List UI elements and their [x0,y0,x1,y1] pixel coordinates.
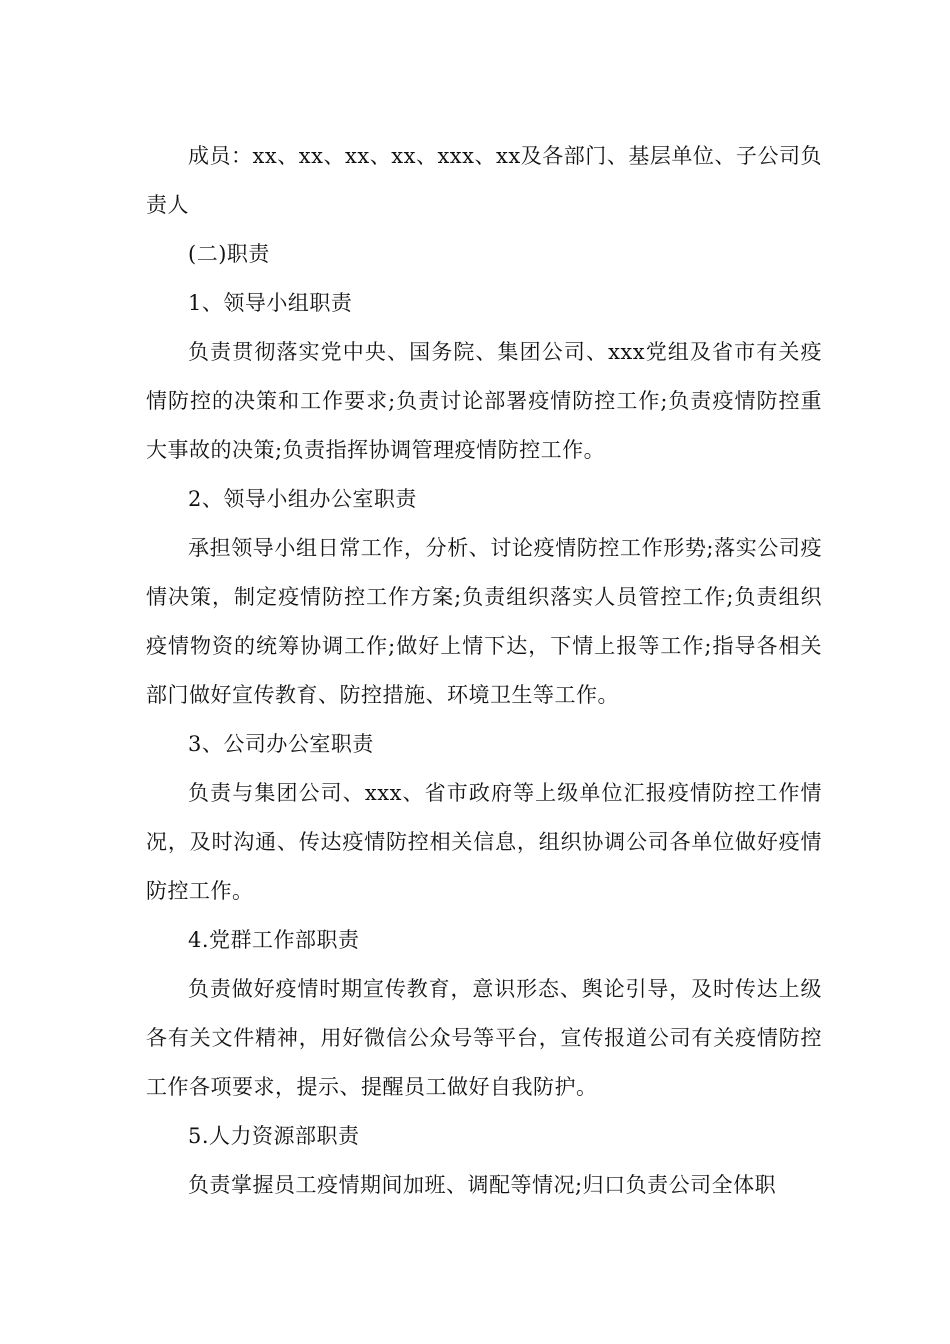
leading-group-office-duties-paragraph: 承担领导小组日常工作，分析、讨论疫情防控工作形势;落实公司疫情决策，制定疫情防控工作方案;负责组织落实人员管控工作;负责组织疫情物资的统筹协调工作;做好上情下达，下情上报等工作;指导各相关部门做好宣传教育、防控措施、环境卫生等工作。 [146,536,822,707]
party-work-dept-duties-paragraph: 负责做好疫情时期宣传教育，意识形态、舆论引导，及时传达上级各有关文件精神，用好微信公众号等平台，宣传报道公司有关疫情防控工作各项要求，提示、提醒员工做好自我防护。 [146,977,822,1099]
subheading-company-office-duties: 3、公司办公室职责 [188,732,374,756]
subheading-leading-group-office-duties: 2、领导小组办公室职责 [188,487,417,511]
leading-group-duties-paragraph: 负责贯彻落实党中央、国务院、集团公司、xxx党组及省市有关疫情防控的决策和工作要求;负责讨论部署疫情防控工作;负责疫情防控重大事故的决策;负责指挥协调管理疫情防控工作。 [146,340,822,462]
hr-dept-duties-paragraph: 负责掌握员工疫情期间加班、调配等情况;归口负责公司全体职 [188,1173,777,1197]
company-office-duties-paragraph: 负责与集团公司、xxx、省市政府等上级单位汇报疫情防控工作情况，及时沟通、传达疫情防控相关信息，组织协调公司各单位做好疫情防控工作。 [146,781,822,903]
document-body [146,132,822,1210]
subheading-leading-group-duties: 1、领导小组职责 [188,291,353,315]
members-paragraph: 成员：xx、xx、xx、xx、xxx、xx及各部门、基层单位、子公司负责人 [146,144,822,217]
subheading-party-work-dept-duties: 4.党群工作部职责 [188,928,360,952]
section-heading-duties: (二)职责 [188,242,270,266]
subheading-hr-dept-duties: 5.人力资源部职责 [188,1124,360,1148]
